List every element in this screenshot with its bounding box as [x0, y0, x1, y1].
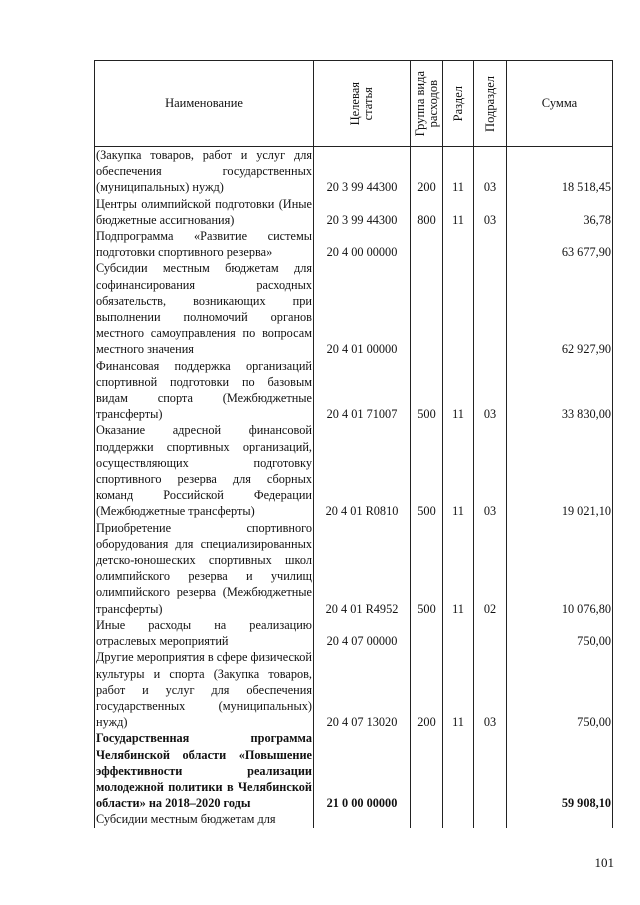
cell-section: 11 [443, 649, 474, 730]
cell-sum [507, 811, 613, 827]
cell-subsection: 03 [474, 422, 507, 519]
cell-target-article: 20 3 99 44300 [314, 196, 411, 228]
cell-name: Субсидии местным бюджетам для софинансирования расходных обязательств, возникающих при выполнении полномочий органов местного самоуправления по вопросам местного значения [96, 261, 312, 357]
cell-target-article: 20 4 01 00000 [314, 260, 411, 357]
header-section: Раздел [443, 61, 474, 147]
cell-expense-group [411, 617, 443, 649]
cell-expense-group: 800 [411, 196, 443, 228]
cell-name: Центры олимпийской подготовки (Иные бюджетные ассигнования) [96, 196, 312, 227]
cell-target-article: 21 0 00 00000 [314, 730, 411, 811]
cell-sum: 750,00 [507, 617, 613, 649]
cell-target-article: 20 4 07 13020 [314, 649, 411, 730]
cell-sum: 36,78 [507, 196, 613, 228]
cell-name: Подпрограмма «Развитие системы подготовки спортивного резерва» [96, 229, 312, 260]
cell-expense-group: 500 [411, 520, 443, 617]
header-subsection: Подраздел [474, 61, 507, 147]
cell-subsection: 03 [474, 147, 507, 196]
cell-target-article: 20 3 99 44300 [314, 147, 411, 196]
cell-sum: 59 908,10 [507, 730, 613, 811]
cell-target-article: 20 4 07 00000 [314, 617, 411, 649]
cell-name: Субсидии местным бюджетам для [95, 811, 314, 827]
table-row [95, 617, 613, 649]
cell-sum: 33 830,00 [507, 358, 613, 423]
table-body [95, 147, 613, 828]
cell-subsection: 02 [474, 520, 507, 617]
cell-section: 11 [443, 196, 474, 228]
cell-target-article [314, 811, 411, 827]
cell-section: 11 [443, 358, 474, 423]
cell-section: 11 [443, 520, 474, 617]
cell-sum: 18 518,45 [507, 147, 613, 196]
cell-target-article: 20 4 01 R4952 [314, 520, 411, 617]
cell-name: (Закупка товаров, работ и услуг для обеспечения государственных (муниципальных) нужд) [96, 148, 312, 195]
cell-expense-group [411, 811, 443, 827]
cell-expense-group: 500 [411, 358, 443, 423]
cell-name: Оказание адресной финансовой поддержки спортивных организаций, осуществляющих подготовку спортивного резерва для сборных команд Российской Федерации (Межбюджетные трансферты) [96, 423, 312, 519]
cell-expense-group [411, 228, 443, 260]
table-row [95, 649, 613, 730]
cell-subsection: 03 [474, 358, 507, 423]
table-row [95, 358, 613, 423]
table-row [95, 228, 613, 260]
cell-section [443, 228, 474, 260]
table-row [95, 811, 613, 827]
cell-expense-group: 200 [411, 649, 443, 730]
cell-section [443, 811, 474, 827]
cell-subsection [474, 260, 507, 357]
header-name: Наименование [95, 61, 314, 147]
table-header-row [95, 61, 613, 147]
cell-subsection [474, 617, 507, 649]
cell-name: Государственная программа Челябинской области «Повышение эффективности реализации молодежной политики в Челябинской области» на 2018–2020 годы [96, 731, 312, 811]
cell-expense-group [411, 260, 443, 357]
table-row [95, 730, 613, 811]
cell-subsection [474, 730, 507, 811]
table-row [95, 520, 613, 617]
cell-name: Приобретение спортивного оборудования для специализированных детско-юношеских спортивных школ олимпийского резерва и училищ олимпийского резерва (Межбюджетные трансферты) [96, 520, 312, 616]
table-row [95, 147, 613, 196]
table-row [95, 196, 613, 228]
header-sum: Сумма [507, 61, 613, 147]
cell-name: Иные расходы на реализацию отраслевых мероприятий [96, 617, 312, 649]
cell-expense-group [411, 730, 443, 811]
cell-subsection [474, 228, 507, 260]
cell-target-article: 20 4 00 00000 [314, 228, 411, 260]
header-expense-group: Группа вида расходов [411, 61, 443, 147]
table-row [95, 422, 613, 519]
cell-subsection: 03 [474, 196, 507, 228]
cell-name: Другие мероприятия в сфере физической культуры и спорта (Закупка товаров, работ и услуг для обеспечения государственных (муниципальных) нужд) [96, 650, 312, 730]
cell-sum: 63 677,90 [507, 228, 613, 260]
cell-sum: 62 927,90 [507, 260, 613, 357]
cell-target-article: 20 4 01 R0810 [314, 422, 411, 519]
cell-section [443, 617, 474, 649]
cell-target-article: 20 4 01 71007 [314, 358, 411, 423]
cell-sum: 19 021,10 [507, 422, 613, 519]
cell-expense-group: 500 [411, 422, 443, 519]
cell-expense-group: 200 [411, 147, 443, 196]
page-number: 101 [594, 855, 614, 870]
cell-subsection [474, 811, 507, 827]
cell-section [443, 260, 474, 357]
cell-section [443, 730, 474, 811]
cell-section: 11 [443, 147, 474, 196]
cell-subsection: 03 [474, 649, 507, 730]
cell-name: Финансовая поддержка организаций спортивной подготовки по базовым видам спорта (Межбюджетные трансферты) [96, 358, 312, 422]
cell-section: 11 [443, 422, 474, 519]
cell-sum: 10 076,80 [507, 520, 613, 617]
table-row [95, 260, 613, 357]
budget-table [94, 60, 613, 828]
cell-sum: 750,00 [507, 649, 613, 730]
header-target-article: Целевая статья [314, 61, 411, 147]
